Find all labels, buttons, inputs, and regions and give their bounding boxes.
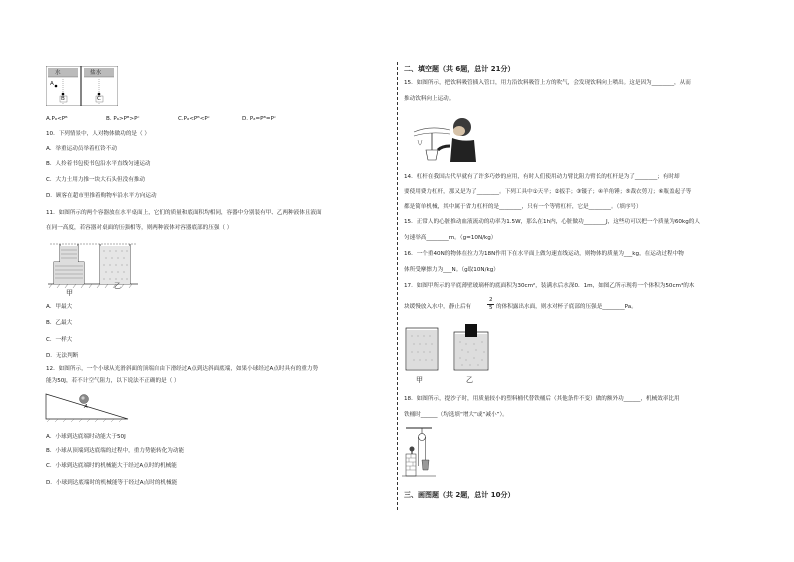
q14-line3: 都是简单机械，其中属于省力杠杆的是________，只有一个等臂杠杆，它是________。（填序号） (404, 204, 642, 210)
q10-option-c: C．大力士用力推一块大石头但没有推动 (46, 177, 146, 183)
q9-option-a: A.Pₐ<Pᴮ (46, 116, 68, 122)
q12-stem-line2: 能为50J，若不计空气阻力，以下说法不正确的是（ ） (46, 378, 180, 384)
q17-line1: 17．如图甲所示的平底薄壁玻璃杯的底面积为30cm²，装满水后水深0．1m，如图乙所示现将一个体积为50cm³的木 (404, 283, 695, 289)
q15-line1: 15．如图所示，把饮料吸管插入管口，用力沿饮料吸管上方的吹气，会发现饮料向上喷出。这是因为________，从而 (404, 80, 691, 86)
q18-line2: 铁桶时______（均选填“增大”或“减小”）。 (404, 412, 508, 418)
column-divider (397, 62, 398, 510)
q10-option-a: A．举重运动员举着杠铃不动 (46, 146, 117, 152)
q9-fig-point-b: B (61, 96, 65, 102)
q9-fig-point-a: A (50, 81, 54, 87)
q14-line1: 14．杠杆在我国古代早就有了许多巧妙的应用，有时人们使用动力臂比阻力臂长的杠杆是为了________；有时却 (404, 174, 680, 180)
q9-option-d: D. Pₐ=Pᴮ=Pᶜ (242, 116, 277, 122)
q11-option-a: A．甲最大 (46, 304, 73, 310)
q12-option-c: C．小球到达底端时的机械能大于经过A点时的机械能 (46, 463, 177, 469)
q11-option-d: D．无法判断 (46, 353, 79, 359)
q9-fig-water-label: 水 (55, 70, 61, 76)
q12-stem-line1: 12．如图所示，一个小球从光滑斜面的顶端自由下滑经过A点到达斜面底端，如果小球经过A点时具有的重力势 (46, 366, 319, 372)
q14-line2: 要使用费力杠杆，那又是为了________。下列工具中①天平；②扳手；③镊子；④羊角锤；⑤裁衣剪刀；⑥瓶盖起子等 (404, 189, 692, 195)
q10-stem: 10．下列情景中，人对物体做功的是（ ） (46, 131, 150, 137)
q17-fraction-denominator: 5 (489, 305, 493, 311)
q11-stem-line2: 在同一高度，若容器对桌面的压强相等，则两种液体对容器底部的压强（ ） (46, 225, 233, 231)
q11-option-c: C．一样大 (46, 337, 73, 343)
q17-figure (404, 322, 504, 378)
section-fill-in-title: 二、填空题（共 6题，总计 21分） (404, 65, 515, 73)
q16-line2: 体所受摩擦力为___N。（g取10N/kg） (404, 267, 499, 273)
q15b-line1: 15．正常人的心脏推动血液流动的功率为1.5W，那么在1h内，心脏做功________J，这些功可以把一个质量为60kg的人 (404, 219, 700, 225)
q12-fig-point-a: A (84, 404, 88, 410)
q17-fraction-numerator: 2 (489, 297, 493, 303)
q17-fig-yi-label: 乙 (466, 376, 473, 384)
q9-fig-point-c: C (97, 96, 101, 102)
q11-stem-line1: 11．如图所示的两个容器放在水平桌面上，它们的质量和底面积均相同，容器中分别装有甲、乙两种液体且液面 (46, 210, 322, 216)
q15b-line2: 匀速举高________m。（g=10N/kg） (404, 235, 497, 241)
q9-fig-salt-label: 盐水 (90, 70, 102, 76)
q12-option-b: B．小球从顶端到达底端的过程中，重力势能转化为动能 (46, 448, 185, 454)
q10-option-d: D．顾客在超市里推着购物车沿水平方向运动 (46, 193, 157, 199)
q9-option-b: B. Pₐ>Pᴮ>Pᶜ (106, 116, 140, 122)
q9-option-c: C.Pₐ<Pᴮ<Pᶜ (178, 116, 210, 122)
q11-fig-yi-label: 乙 (114, 282, 121, 290)
q10-option-b: B．人拎着书包使书包沿水平直线匀速运动 (46, 161, 151, 167)
q15-figure-boy-straw (410, 110, 480, 164)
q15-line2: 推动饮料向上运动。 (404, 96, 455, 102)
q11-fig-jia-label: 甲 (66, 289, 73, 297)
q11-figure (48, 238, 138, 294)
q18-line1: 18．如图所示，提沙子时，用质量较小的塑料桶代替铁桶后（其他条件不变）做的额外功______，机械效率比用 (404, 396, 680, 402)
q12-option-d: D．小球到达底端时的机械能等于经过A点时的机械能 (46, 480, 178, 486)
q12-option-a: A．小球到达底端时动能大于50J (46, 434, 126, 440)
q17-fig-jia-label: 甲 (416, 376, 423, 384)
section-drawing-title: 三、画图题（共 2题，总计 10分） (404, 491, 515, 499)
q16-line1: 16．一个重40N的物体在拉力为18N作用下在水平面上做匀速直线运动，则物体的质量为___kg，在运动过程中物 (404, 251, 684, 257)
q18-figure-pulley (402, 424, 436, 480)
q11-option-b: B．乙最大 (46, 320, 73, 326)
q17-line2-part1: 块缓慢放入水中，静止后有 (404, 304, 472, 310)
q17-line2-part2: 的体积露出水面，则水对杯子底部的压强是________Pa。 (496, 304, 637, 310)
